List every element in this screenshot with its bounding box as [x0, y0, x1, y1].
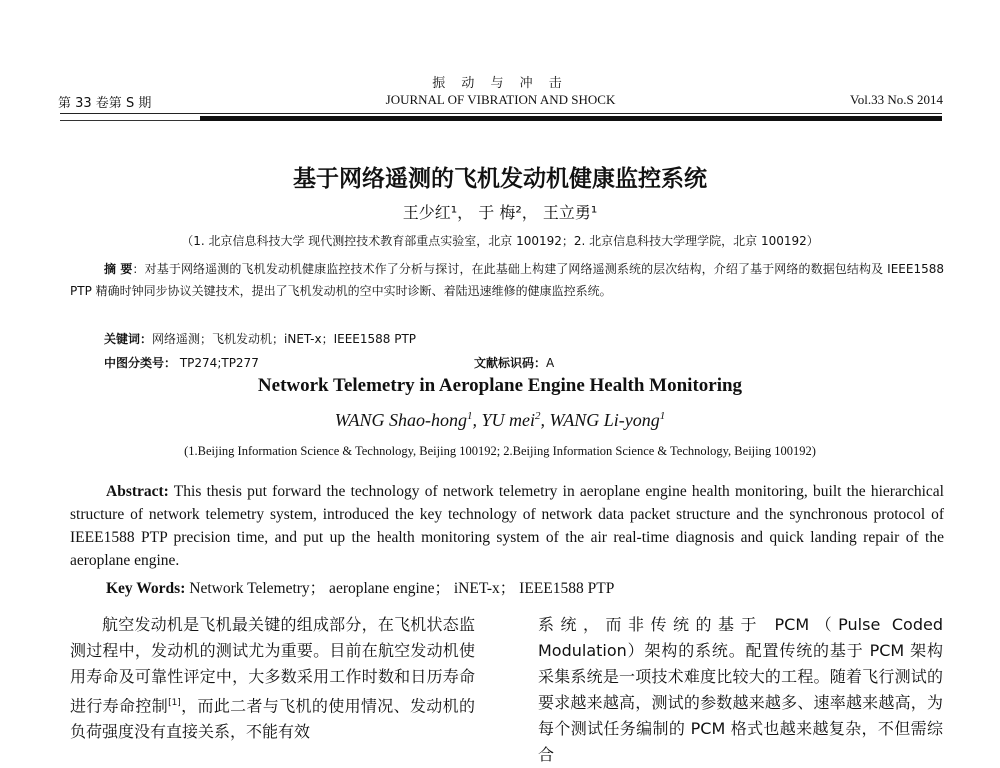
header-rule-thin	[60, 113, 942, 114]
keywords-en-label: Key Words:	[106, 580, 186, 597]
body-column-left	[70, 612, 475, 745]
authors-en: WANG Shao-hong$^1$, YU mei$^2$, WANG Li-yong$^1$	[334, 410, 666, 430]
authors-cn: 王少红¹， 于 梅²， 王立勇¹	[402, 203, 598, 222]
document-code	[474, 354, 554, 371]
header-rule-left	[60, 120, 200, 121]
author-3: WANG Li-yong	[549, 410, 660, 430]
abstract-en	[70, 480, 944, 572]
body-column-right: 系统，而非传统的基于 PCM（Pulse Coded Modulation）架构的系统。配置传统的基于 PCM 架构采集系统是一项技术难度比较大的工程。随着飞行测试的要求越来越高，测试的参数越来越多、速率越来越高，为每个测试任务编制的 PCM 格式也越来越复杂，不但需综合	[538, 615, 943, 764]
doc-code-value: A	[546, 356, 555, 370]
header-rule-thick	[200, 116, 942, 121]
keywords-cn	[104, 330, 416, 347]
clc-number	[104, 354, 259, 371]
affiliation-cn: （1. 北京信息科技大学 现代测控技术教育部重点实验室，北京 100192；2. 北京信息科技大学理学院，北京 100192）	[181, 234, 819, 248]
keywords-cn-label: 关键词：	[104, 332, 153, 346]
volume-en: Vol.33 No.S 2014	[850, 92, 943, 107]
abstract-en-label: Abstract:	[106, 483, 169, 500]
keywords-en	[106, 576, 614, 598]
author-1-sup: 1	[467, 410, 473, 422]
running-header	[58, 92, 943, 110]
abstract-cn-text: ：对基于网络遥测的飞机发动机健康监控技术作了分析与探讨，在此基础上构建了网络遥测系统的层次结构，介绍了基于网络的数据包结构及 IEEE1588 PTP 精确时钟同步协议关键技术，提出了飞机发动机的空中实时诊断、着陆迅速维修的健康监控系统。	[70, 262, 944, 298]
body-left-text-a: 航空发动机是飞机最关键的组成部分，在飞机状态监测过程中，发动机的测试尤为重要。目前在航空发动机使用寿命及可靠性评定中，大多数采用工作时数和日历寿命进行寿命控制	[70, 615, 475, 716]
article-title-en: Network Telemetry in Aeroplane Engine Health Monitoring	[257, 375, 743, 396]
abstract-cn-label: 摘 要	[104, 262, 133, 276]
author-3-sup: 1	[659, 410, 666, 422]
clc-label: 中图分类号：	[104, 356, 177, 370]
author-1: WANG Shao-hong	[334, 410, 467, 430]
journal-title-cn: 振 动 与 冲 击	[432, 76, 568, 91]
keywords-cn-text: 网络遥测；飞机发动机；iNET-x；IEEE1588 PTP	[152, 332, 417, 346]
volume-cn: 第 33 卷第 S 期	[58, 96, 152, 111]
body-left-text-b: ，而此二者与飞机的使用情况、发动机的负荷强度没有直接关系，不能有效	[70, 696, 475, 742]
keywords-en-text: Network Telemetry； aeroplane engine； iNET-x； IEEE1588 PTP	[185, 580, 615, 597]
author-2: YU mei	[481, 410, 535, 430]
abstract-en-text: This thesis put forward the technology of network telemetry in aeroplane engine health monitoring, built the hierarchical structure of network telemetry system, introduced the key technology of network data packet structure and the synchronous protocol of IEEE1588 PTP precision time, and put up the health monitoring system of the air real-time diagnosis and quick landing repair of the aeroplane engine.	[70, 483, 944, 569]
citation-ref: [1]	[168, 698, 181, 708]
affiliation-en: (1.Beijing Information Science & Technology, Beijing 100192; 2.Beijing Information Science & Technology, Beijing 100192)	[184, 444, 816, 458]
doc-code-label: 文献标识码：	[474, 356, 547, 370]
article-title-cn: 基于网络遥测的飞机发动机健康监控系统	[293, 166, 707, 192]
abstract-cn	[70, 258, 944, 302]
author-2-sup: 2	[535, 410, 541, 422]
journal-title-en: JOURNAL OF VIBRATION AND SHOCK	[385, 92, 616, 107]
clc-value: TP274;TP277	[179, 356, 259, 370]
